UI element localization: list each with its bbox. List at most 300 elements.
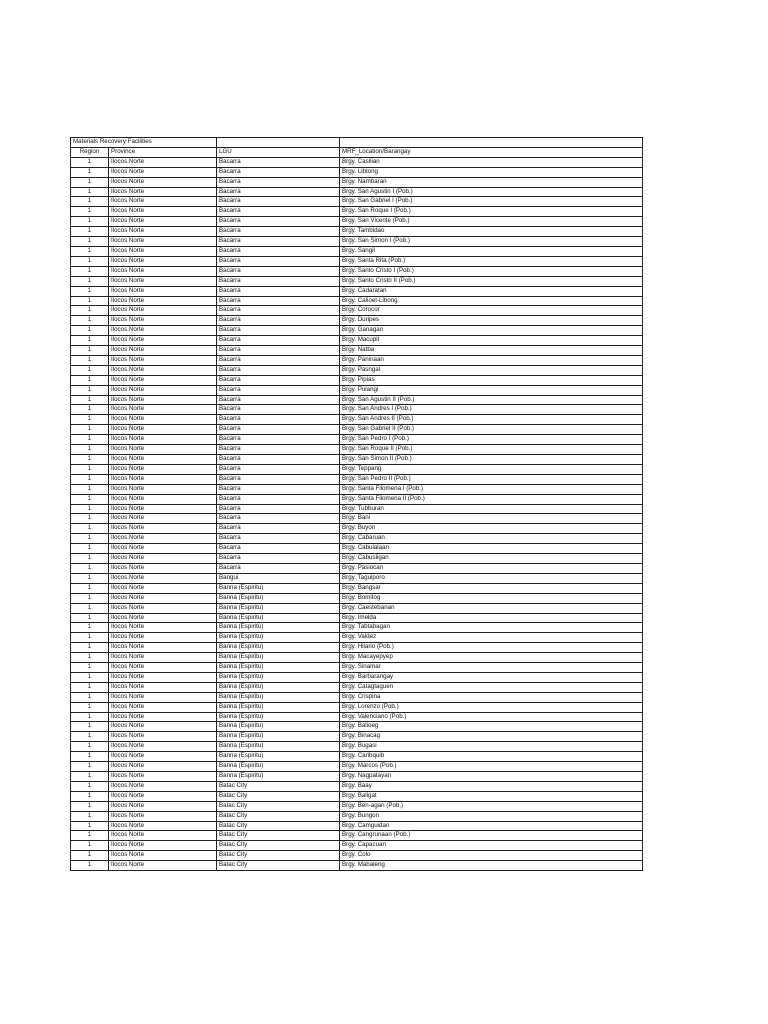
cell-location: Brgy. San Simon I (Pob.) bbox=[340, 237, 643, 247]
cell-location: Brgy. Mabaleng bbox=[340, 861, 643, 871]
cell-location: Brgy. Imelda bbox=[340, 613, 643, 623]
table-row bbox=[71, 524, 643, 534]
cell-province: Ilocos Norte bbox=[109, 672, 217, 682]
cell-location: Brgy. Baay bbox=[340, 781, 643, 791]
cell-region: 1 bbox=[71, 355, 109, 365]
table-body bbox=[71, 138, 643, 871]
cell-location: Brgy. Taguiporo bbox=[340, 573, 643, 583]
cell-lgu: Bacarra bbox=[217, 544, 340, 554]
table-row bbox=[71, 563, 643, 573]
cell-location: Brgy. Camguidan bbox=[340, 821, 643, 831]
cell-location: Brgy. San Andres I (Pob.) bbox=[340, 405, 643, 415]
cell-region: 1 bbox=[71, 524, 109, 534]
cell-province: Ilocos Norte bbox=[109, 346, 217, 356]
cell-region: 1 bbox=[71, 276, 109, 286]
table-row bbox=[71, 306, 643, 316]
cell-region: 1 bbox=[71, 266, 109, 276]
cell-location: Brgy. San Vicente (Pob.) bbox=[340, 217, 643, 227]
cell-lgu: Bacarra bbox=[217, 494, 340, 504]
cell-location: Brgy. Bangsar bbox=[340, 583, 643, 593]
table-row bbox=[71, 742, 643, 752]
cell-location: Brgy. Lorenzo (Pob.) bbox=[340, 702, 643, 712]
cell-region: 1 bbox=[71, 187, 109, 197]
cell-region: 1 bbox=[71, 256, 109, 266]
cell-location: Brgy. Buyon bbox=[340, 524, 643, 534]
cell-province: Ilocos Norte bbox=[109, 821, 217, 831]
sheet-title: Materials Recovery Facilities bbox=[71, 138, 217, 148]
cell-region: 1 bbox=[71, 752, 109, 762]
cell-province: Ilocos Norte bbox=[109, 177, 217, 187]
cell-lgu: Bacarra bbox=[217, 514, 340, 524]
cell-location: Brgy. Corocor bbox=[340, 306, 643, 316]
cell-lgu: Bacarra bbox=[217, 197, 340, 207]
cell-region: 1 bbox=[71, 395, 109, 405]
cell-location: Brgy. Tubburan bbox=[340, 504, 643, 514]
cell-region: 1 bbox=[71, 772, 109, 782]
cell-region: 1 bbox=[71, 316, 109, 326]
cell-location: Brgy. Colo bbox=[340, 851, 643, 861]
cell-lgu: Bacarra bbox=[217, 455, 340, 465]
cell-location: Brgy. Caribquib bbox=[340, 752, 643, 762]
table-row bbox=[71, 831, 643, 841]
table-row bbox=[71, 712, 643, 722]
cell-region: 1 bbox=[71, 494, 109, 504]
cell-region: 1 bbox=[71, 682, 109, 692]
cell-province: Ilocos Norte bbox=[109, 217, 217, 227]
cell-lgu: Bacarra bbox=[217, 157, 340, 167]
cell-province: Ilocos Norte bbox=[109, 722, 217, 732]
cell-lgu: Banna (Espiritu) bbox=[217, 772, 340, 782]
table-row bbox=[71, 663, 643, 673]
cell-location: Brgy. Nagpatayan bbox=[340, 772, 643, 782]
table-row bbox=[71, 851, 643, 861]
table-row bbox=[71, 841, 643, 851]
table-row bbox=[71, 692, 643, 702]
cell-location: Brgy. Valenciano (Pob.) bbox=[340, 712, 643, 722]
table-row bbox=[71, 227, 643, 237]
header-lgu: LGU bbox=[217, 147, 340, 157]
table-row bbox=[71, 435, 643, 445]
table-row bbox=[71, 861, 643, 871]
cell-region: 1 bbox=[71, 544, 109, 554]
cell-province: Ilocos Norte bbox=[109, 157, 217, 167]
cell-location: Brgy. Tambidao bbox=[340, 227, 643, 237]
cell-province: Ilocos Norte bbox=[109, 464, 217, 474]
cell-lgu: Batac City bbox=[217, 791, 340, 801]
table-row bbox=[71, 157, 643, 167]
cell-region: 1 bbox=[71, 455, 109, 465]
cell-location: Brgy. Sinamar bbox=[340, 663, 643, 673]
cell-location: Brgy. San Gabriel II (Pob.) bbox=[340, 425, 643, 435]
table-row bbox=[71, 722, 643, 732]
cell-location: Brgy. Ganagan bbox=[340, 326, 643, 336]
cell-province: Ilocos Norte bbox=[109, 692, 217, 702]
cell-location: Brgy. Cabaruan bbox=[340, 534, 643, 544]
cell-province: Ilocos Norte bbox=[109, 197, 217, 207]
cell-province: Ilocos Norte bbox=[109, 544, 217, 554]
cell-province: Ilocos Norte bbox=[109, 405, 217, 415]
table-row bbox=[71, 762, 643, 772]
cell-lgu: Batac City bbox=[217, 811, 340, 821]
cell-location: Brgy. Paninaan bbox=[340, 355, 643, 365]
cell-lgu: Bacarra bbox=[217, 336, 340, 346]
cell-region: 1 bbox=[71, 841, 109, 851]
cell-location: Brgy. Teppang bbox=[340, 464, 643, 474]
cell-region: 1 bbox=[71, 722, 109, 732]
cell-region: 1 bbox=[71, 811, 109, 821]
cell-province: Ilocos Norte bbox=[109, 712, 217, 722]
table-row bbox=[71, 682, 643, 692]
cell-province: Ilocos Norte bbox=[109, 831, 217, 841]
cell-region: 1 bbox=[71, 563, 109, 573]
table-row bbox=[71, 603, 643, 613]
cell-lgu: Banna (Espiritu) bbox=[217, 692, 340, 702]
cell-region: 1 bbox=[71, 732, 109, 742]
table-row bbox=[71, 534, 643, 544]
cell-lgu: Bacarra bbox=[217, 445, 340, 455]
table-row bbox=[71, 752, 643, 762]
cell-region: 1 bbox=[71, 326, 109, 336]
table-row bbox=[71, 266, 643, 276]
table-row bbox=[71, 484, 643, 494]
cell-lgu: Banna (Espiritu) bbox=[217, 722, 340, 732]
cell-province: Ilocos Norte bbox=[109, 246, 217, 256]
cell-location: Brgy. Bugasi bbox=[340, 742, 643, 752]
table-row bbox=[71, 781, 643, 791]
cell-location: Brgy. Barbarangay bbox=[340, 672, 643, 682]
cell-lgu: Banna (Espiritu) bbox=[217, 702, 340, 712]
cell-province: Ilocos Norte bbox=[109, 702, 217, 712]
table-row bbox=[71, 246, 643, 256]
cell-province: Ilocos Norte bbox=[109, 583, 217, 593]
cell-location: Brgy. San Roque II (Pob.) bbox=[340, 445, 643, 455]
cell-location: Brgy. San Pedro I (Pob.) bbox=[340, 435, 643, 445]
cell-lgu: Bacarra bbox=[217, 355, 340, 365]
cell-lgu: Bacarra bbox=[217, 266, 340, 276]
cell-province: Ilocos Norte bbox=[109, 613, 217, 623]
table-row bbox=[71, 445, 643, 455]
cell-region: 1 bbox=[71, 821, 109, 831]
cell-location: Brgy. San Agustin II (Pob.) bbox=[340, 395, 643, 405]
table-row bbox=[71, 276, 643, 286]
table-row bbox=[71, 633, 643, 643]
cell-lgu: Batac City bbox=[217, 851, 340, 861]
cell-region: 1 bbox=[71, 365, 109, 375]
cell-region: 1 bbox=[71, 306, 109, 316]
cell-province: Ilocos Norte bbox=[109, 375, 217, 385]
cell-location: Brgy. Duripes bbox=[340, 316, 643, 326]
table-row bbox=[71, 286, 643, 296]
table-row bbox=[71, 365, 643, 375]
empty-cell bbox=[217, 138, 340, 148]
cell-province: Ilocos Norte bbox=[109, 732, 217, 742]
cell-region: 1 bbox=[71, 474, 109, 484]
cell-lgu: Bacarra bbox=[217, 504, 340, 514]
cell-lgu: Batac City bbox=[217, 801, 340, 811]
table-row bbox=[71, 177, 643, 187]
cell-province: Ilocos Norte bbox=[109, 851, 217, 861]
cell-location: Brgy. Capacuan bbox=[340, 841, 643, 851]
cell-lgu: Bacarra bbox=[217, 256, 340, 266]
cell-province: Ilocos Norte bbox=[109, 841, 217, 851]
empty-cell bbox=[340, 138, 643, 148]
cell-location: Brgy. Hilario (Pob.) bbox=[340, 643, 643, 653]
cell-region: 1 bbox=[71, 246, 109, 256]
cell-province: Ilocos Norte bbox=[109, 445, 217, 455]
cell-lgu: Bacarra bbox=[217, 217, 340, 227]
cell-region: 1 bbox=[71, 415, 109, 425]
cell-region: 1 bbox=[71, 286, 109, 296]
table-row bbox=[71, 653, 643, 663]
cell-location: Brgy. Cabusligan bbox=[340, 554, 643, 564]
cell-province: Ilocos Norte bbox=[109, 504, 217, 514]
cell-lgu: Bacarra bbox=[217, 474, 340, 484]
cell-region: 1 bbox=[71, 296, 109, 306]
cell-province: Ilocos Norte bbox=[109, 514, 217, 524]
table-row bbox=[71, 187, 643, 197]
cell-province: Ilocos Norte bbox=[109, 861, 217, 871]
cell-province: Ilocos Norte bbox=[109, 455, 217, 465]
cell-location: Brgy. Bomitog bbox=[340, 593, 643, 603]
cell-lgu: Bacarra bbox=[217, 395, 340, 405]
cell-region: 1 bbox=[71, 613, 109, 623]
cell-location: Brgy. Macupit bbox=[340, 336, 643, 346]
header-region: Region bbox=[71, 147, 109, 157]
cell-region: 1 bbox=[71, 762, 109, 772]
cell-region: 1 bbox=[71, 207, 109, 217]
cell-region: 1 bbox=[71, 157, 109, 167]
cell-lgu: Bacarra bbox=[217, 316, 340, 326]
cell-region: 1 bbox=[71, 831, 109, 841]
cell-province: Ilocos Norte bbox=[109, 663, 217, 673]
table-row bbox=[71, 544, 643, 554]
cell-location: Brgy. San Pedro II (Pob.) bbox=[340, 474, 643, 484]
cell-province: Ilocos Norte bbox=[109, 643, 217, 653]
cell-lgu: Bacarra bbox=[217, 227, 340, 237]
cell-region: 1 bbox=[71, 177, 109, 187]
cell-region: 1 bbox=[71, 197, 109, 207]
cell-location: Brgy. Santa Filomena II (Pob.) bbox=[340, 494, 643, 504]
cell-lgu: Banna (Espiritu) bbox=[217, 752, 340, 762]
table-row bbox=[71, 494, 643, 504]
cell-lgu: Banna (Espiritu) bbox=[217, 762, 340, 772]
cell-region: 1 bbox=[71, 781, 109, 791]
cell-region: 1 bbox=[71, 861, 109, 871]
cell-location: Brgy. Santo Cristo II (Pob.) bbox=[340, 276, 643, 286]
table-row bbox=[71, 573, 643, 583]
cell-lgu: Bacarra bbox=[217, 306, 340, 316]
header-location: MRF_Location/Barangay bbox=[340, 147, 643, 157]
cell-region: 1 bbox=[71, 405, 109, 415]
cell-lgu: Banna (Espiritu) bbox=[217, 742, 340, 752]
cell-lgu: Banna (Espiritu) bbox=[217, 732, 340, 742]
cell-region: 1 bbox=[71, 445, 109, 455]
cell-province: Ilocos Norte bbox=[109, 563, 217, 573]
cell-province: Ilocos Norte bbox=[109, 425, 217, 435]
cell-location: Brgy. Natba bbox=[340, 346, 643, 356]
cell-lgu: Banna (Espiritu) bbox=[217, 712, 340, 722]
cell-province: Ilocos Norte bbox=[109, 633, 217, 643]
cell-location: Brgy. Binacag bbox=[340, 732, 643, 742]
cell-region: 1 bbox=[71, 534, 109, 544]
cell-location: Brgy. Balioeg bbox=[340, 722, 643, 732]
cell-province: Ilocos Norte bbox=[109, 336, 217, 346]
header-province: Province bbox=[109, 147, 217, 157]
cell-lgu: Batac City bbox=[217, 861, 340, 871]
table-row bbox=[71, 237, 643, 247]
cell-province: Ilocos Norte bbox=[109, 306, 217, 316]
table-row bbox=[71, 811, 643, 821]
cell-province: Ilocos Norte bbox=[109, 682, 217, 692]
cell-location: Brgy. San Agustin I (Pob.) bbox=[340, 187, 643, 197]
cell-location: Brgy. Baligat bbox=[340, 791, 643, 801]
cell-location: Brgy. Bungon bbox=[340, 811, 643, 821]
table-row bbox=[71, 583, 643, 593]
table-row bbox=[71, 405, 643, 415]
cell-lgu: Bacarra bbox=[217, 207, 340, 217]
cell-province: Ilocos Norte bbox=[109, 653, 217, 663]
cell-province: Ilocos Norte bbox=[109, 554, 217, 564]
cell-region: 1 bbox=[71, 336, 109, 346]
cell-province: Ilocos Norte bbox=[109, 781, 217, 791]
cell-lgu: Bacarra bbox=[217, 464, 340, 474]
table-row bbox=[71, 455, 643, 465]
cell-province: Ilocos Norte bbox=[109, 435, 217, 445]
cell-region: 1 bbox=[71, 663, 109, 673]
table-row bbox=[71, 672, 643, 682]
table-row bbox=[71, 346, 643, 356]
cell-province: Ilocos Norte bbox=[109, 742, 217, 752]
cell-location: Brgy. Ben-agan (Pob.) bbox=[340, 801, 643, 811]
cell-province: Ilocos Norte bbox=[109, 791, 217, 801]
table-row bbox=[71, 504, 643, 514]
cell-province: Ilocos Norte bbox=[109, 484, 217, 494]
cell-lgu: Bacarra bbox=[217, 187, 340, 197]
cell-region: 1 bbox=[71, 227, 109, 237]
cell-location: Brgy. San Gabriel I (Pob.) bbox=[340, 197, 643, 207]
cell-location: Brgy. Santa Filomena I (Pob.) bbox=[340, 484, 643, 494]
table-row bbox=[71, 395, 643, 405]
cell-location: Brgy. Libtong bbox=[340, 167, 643, 177]
cell-lgu: Bacarra bbox=[217, 237, 340, 247]
cell-province: Ilocos Norte bbox=[109, 266, 217, 276]
cell-region: 1 bbox=[71, 573, 109, 583]
cell-province: Ilocos Norte bbox=[109, 296, 217, 306]
cell-region: 1 bbox=[71, 851, 109, 861]
cell-province: Ilocos Norte bbox=[109, 801, 217, 811]
table-row bbox=[71, 385, 643, 395]
cell-province: Ilocos Norte bbox=[109, 415, 217, 425]
cell-region: 1 bbox=[71, 375, 109, 385]
cell-region: 1 bbox=[71, 514, 109, 524]
table-row bbox=[71, 167, 643, 177]
cell-region: 1 bbox=[71, 167, 109, 177]
cell-lgu: Batac City bbox=[217, 841, 340, 851]
cell-province: Ilocos Norte bbox=[109, 534, 217, 544]
cell-region: 1 bbox=[71, 603, 109, 613]
cell-region: 1 bbox=[71, 237, 109, 247]
cell-lgu: Bacarra bbox=[217, 563, 340, 573]
cell-lgu: Banna (Espiritu) bbox=[217, 672, 340, 682]
cell-location: Brgy. Sangil bbox=[340, 246, 643, 256]
cell-region: 1 bbox=[71, 801, 109, 811]
cell-lgu: Banna (Espiritu) bbox=[217, 593, 340, 603]
cell-region: 1 bbox=[71, 712, 109, 722]
header-row bbox=[71, 147, 643, 157]
cell-location: Brgy. Pipias bbox=[340, 375, 643, 385]
cell-region: 1 bbox=[71, 484, 109, 494]
cell-location: Brgy. Santa Rita (Pob.) bbox=[340, 256, 643, 266]
table-row bbox=[71, 464, 643, 474]
cell-region: 1 bbox=[71, 653, 109, 663]
cell-lgu: Bacarra bbox=[217, 296, 340, 306]
cell-lgu: Bacarra bbox=[217, 246, 340, 256]
cell-lgu: Banna (Espiritu) bbox=[217, 613, 340, 623]
table-row bbox=[71, 316, 643, 326]
cell-region: 1 bbox=[71, 385, 109, 395]
cell-lgu: Bacarra bbox=[217, 524, 340, 534]
table-row bbox=[71, 791, 643, 801]
cell-lgu: Banna (Espiritu) bbox=[217, 663, 340, 673]
cell-province: Ilocos Norte bbox=[109, 603, 217, 613]
cell-lgu: Banna (Espiritu) bbox=[217, 583, 340, 593]
table-row bbox=[71, 593, 643, 603]
cell-region: 1 bbox=[71, 593, 109, 603]
cell-lgu: Bacarra bbox=[217, 435, 340, 445]
cell-province: Ilocos Norte bbox=[109, 207, 217, 217]
cell-location: Brgy. Pulangi bbox=[340, 385, 643, 395]
cell-location: Brgy. Valdez bbox=[340, 633, 643, 643]
cell-lgu: Bacarra bbox=[217, 365, 340, 375]
cell-location: Brgy. Caestebanan bbox=[340, 603, 643, 613]
cell-lgu: Batac City bbox=[217, 781, 340, 791]
cell-lgu: Bacarra bbox=[217, 405, 340, 415]
cell-lgu: Bacarra bbox=[217, 326, 340, 336]
cell-region: 1 bbox=[71, 672, 109, 682]
cell-region: 1 bbox=[71, 583, 109, 593]
cell-region: 1 bbox=[71, 692, 109, 702]
cell-location: Brgy. Catagtaguen bbox=[340, 682, 643, 692]
cell-location: Brgy. Macayepyep bbox=[340, 653, 643, 663]
cell-lgu: Bacarra bbox=[217, 276, 340, 286]
cell-location: Brgy. Bani bbox=[340, 514, 643, 524]
cell-location: Brgy. Nambaran bbox=[340, 177, 643, 187]
table-row bbox=[71, 613, 643, 623]
cell-province: Ilocos Norte bbox=[109, 474, 217, 484]
cell-region: 1 bbox=[71, 633, 109, 643]
title-row bbox=[71, 138, 643, 148]
table-row bbox=[71, 554, 643, 564]
cell-lgu: Bacarra bbox=[217, 415, 340, 425]
cell-region: 1 bbox=[71, 464, 109, 474]
cell-region: 1 bbox=[71, 791, 109, 801]
cell-province: Ilocos Norte bbox=[109, 762, 217, 772]
cell-province: Ilocos Norte bbox=[109, 494, 217, 504]
table-row bbox=[71, 801, 643, 811]
table-row bbox=[71, 821, 643, 831]
cell-province: Ilocos Norte bbox=[109, 187, 217, 197]
cell-location: Brgy. Marcos (Pob.) bbox=[340, 762, 643, 772]
table-row bbox=[71, 326, 643, 336]
cell-location: Brgy. San Simon II (Pob.) bbox=[340, 455, 643, 465]
table-row bbox=[71, 207, 643, 217]
cell-province: Ilocos Norte bbox=[109, 316, 217, 326]
cell-lgu: Bacarra bbox=[217, 167, 340, 177]
cell-location: Brgy. Crispina bbox=[340, 692, 643, 702]
cell-lgu: Banna (Espiritu) bbox=[217, 653, 340, 663]
cell-location: Brgy. Santo Cristo I (Pob.) bbox=[340, 266, 643, 276]
table-row bbox=[71, 336, 643, 346]
